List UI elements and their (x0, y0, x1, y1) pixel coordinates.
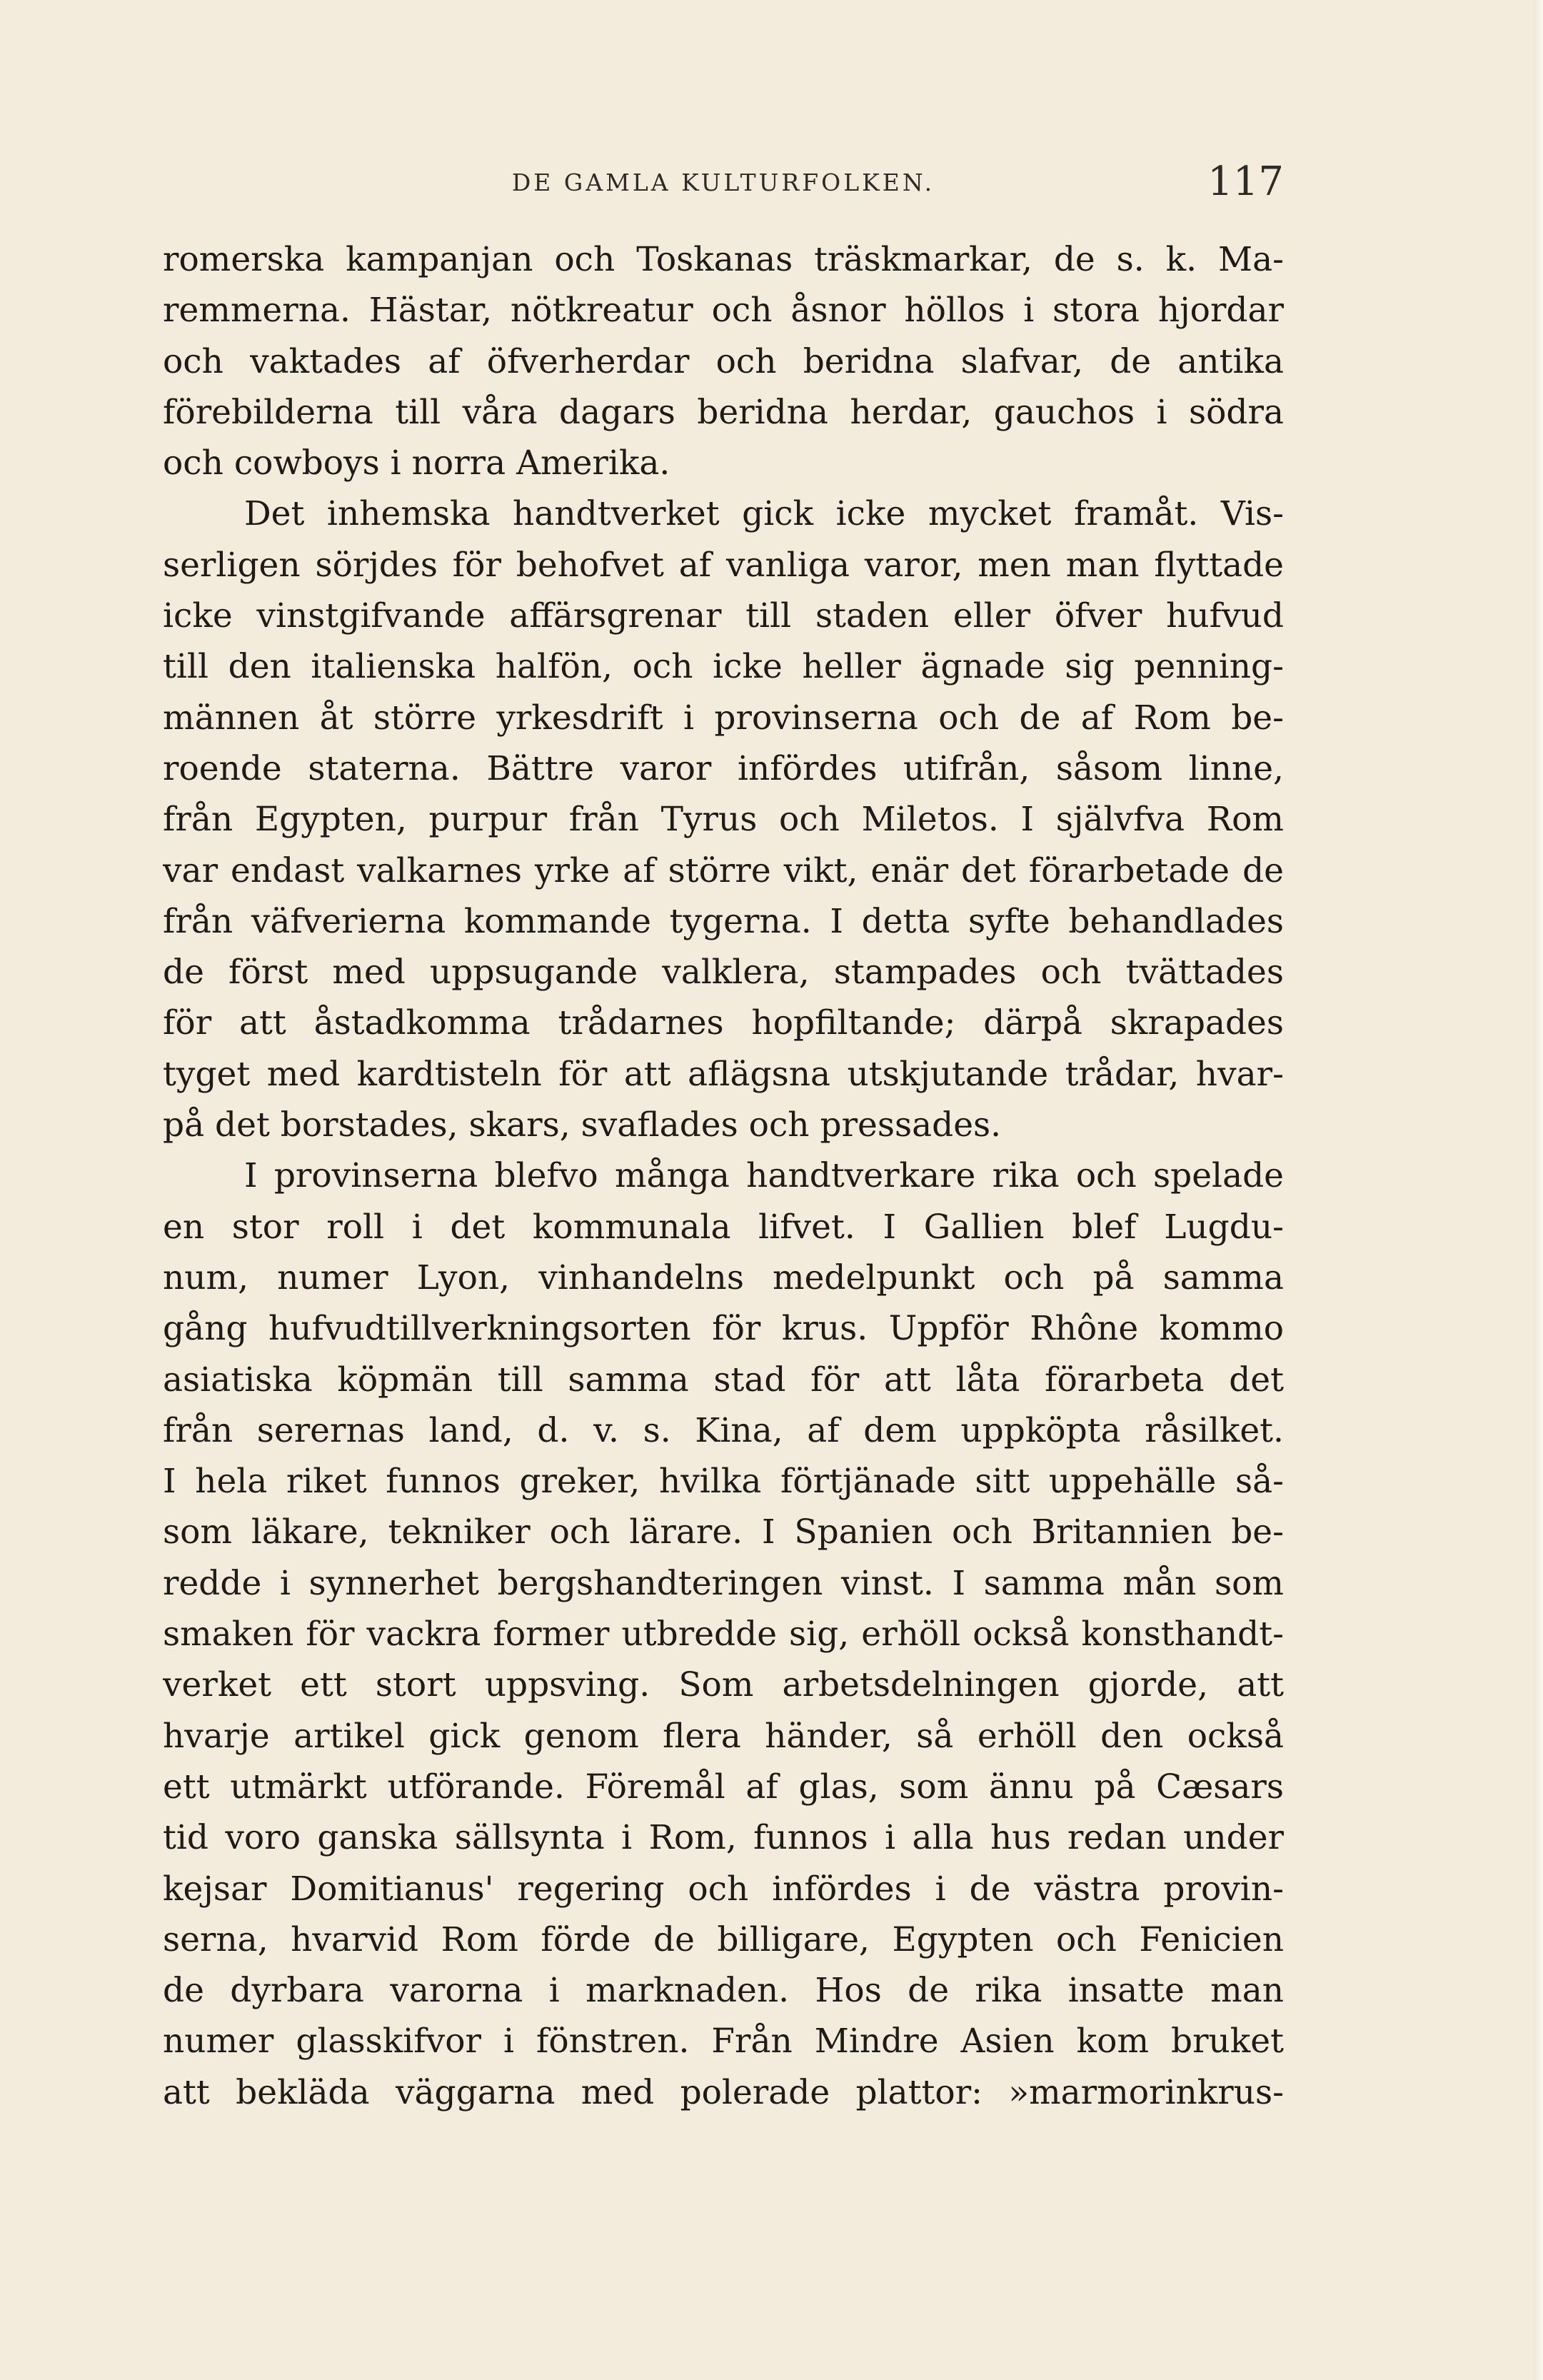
text-line: för att åstadkomma trådarnes hopfiltande; därpå skrapades (163, 1003, 1284, 1043)
text-line: Det inhemska handtverket gick icke mycket framåt. Vis- (244, 494, 1284, 534)
text-line: och cowboys i norra Amerika. (163, 443, 670, 483)
text-line: de dyrbara varorna i marknaden. Hos de rika insatte man (163, 1971, 1284, 2011)
text-line: hvarje artikel gick genom flera händer, så erhöll den också (163, 1716, 1284, 1756)
page-header (163, 159, 1284, 216)
text-line: männen åt större yrkesdrift i provinserna och de af Rom be- (163, 698, 1284, 738)
text-line: tyget med kardtisteln för att aflägsna utskjutande trådar, hvar- (163, 1054, 1284, 1094)
text-line: smaken för vackra former utbredde sig, erhöll också konsthandt- (163, 1615, 1284, 1655)
text-line: från Egypten, purpur från Tyrus och Miletos. I självfva Rom (163, 800, 1284, 840)
running-title: DE GAMLA KULTURFOLKEN. (511, 169, 935, 196)
text-line: på det borstades, skars, svaflades och pressades. (163, 1105, 1002, 1145)
text-line: romerska kampanjan och Toskanas träskmarkar, de s. k. Ma- (163, 240, 1284, 279)
page-number: 117 (1207, 159, 1284, 205)
text-line: num, numer Lyon, vinhandelns medelpunkt och på samma (163, 1257, 1284, 1297)
text-line: asiatiska köpmän till samma stad för att låta förarbeta det (163, 1360, 1284, 1400)
text-line: att bekläda väggarna med polerade plattor: »marmorinkrus- (163, 2072, 1284, 2112)
text-line: och vaktades af öfverherdar och beridna slafvar, de antika (163, 341, 1284, 381)
text-line: verket ett stort uppsving. Som arbetsdelningen gjorde, att (163, 1665, 1284, 1705)
text-line: serligen sörjdes för behofvet af vanliga varor, men man flyttade (163, 545, 1284, 585)
page-edge (1533, 0, 1543, 2380)
text-line: till den italienska halfön, och icke heller ägnade sig penning- (163, 647, 1284, 687)
text-line: roende staterna. Bättre varor infördes utifrån, såsom linne, (163, 748, 1284, 788)
text-line: I provinserna blefvo många handtverkare rika och spelade (244, 1156, 1284, 1196)
text-line: gång hufvudtillverkningsorten för krus. Uppför Rhône kommo (163, 1309, 1284, 1349)
text-line: remmerna. Hästar, nötkreatur och åsnor höllos i stora hjordar (163, 291, 1284, 331)
text-line: icke vinstgifvande affärsgrenar till staden eller öfver hufvud (163, 596, 1284, 636)
text-line: tid voro ganska sällsynta i Rom, funnos i alla hus redan under (163, 1818, 1284, 1858)
text-line: de först med uppsugande valklera, stampades och tvättades (163, 953, 1284, 993)
text-line: från serernas land, d. v. s. Kina, af dem uppköpta råsilket. (163, 1410, 1284, 1450)
text-line: serna, hvarvid Rom förde de billigare, Egypten och Fenicien (163, 1919, 1284, 1959)
text-line: förebilderna till våra dagars beridna herdar, gauchos i södra (163, 392, 1284, 432)
text-line: ett utmärkt utförande. Föremål af glas, som ännu på Cæsars (163, 1767, 1284, 1807)
text-line: var endast valkarnes yrke af större vikt, enär det förarbetade de (163, 850, 1284, 890)
text-line: från väfverierna kommande tygerna. I detta syfte behandlades (163, 901, 1284, 941)
text-line: som läkare, tekniker och lärare. I Spanien och Britannien be- (163, 1512, 1284, 1552)
text-line: numer glasskifvor i fönstren. Från Mindre Asien kom bruket (163, 2022, 1284, 2062)
text-line: I hela riket funnos greker, hvilka förtjänade sitt uppehälle så- (163, 1462, 1284, 1502)
body-text (163, 234, 1284, 2118)
text-line: en stor roll i det kommunala lifvet. I Gallien blef Lugdu- (163, 1207, 1284, 1247)
text-line: redde i synnerhet bergshandteringen vinst. I samma mån som (163, 1563, 1284, 1603)
text-line: kejsar Domitianus' regering och infördes i de västra provin- (163, 1869, 1284, 1909)
